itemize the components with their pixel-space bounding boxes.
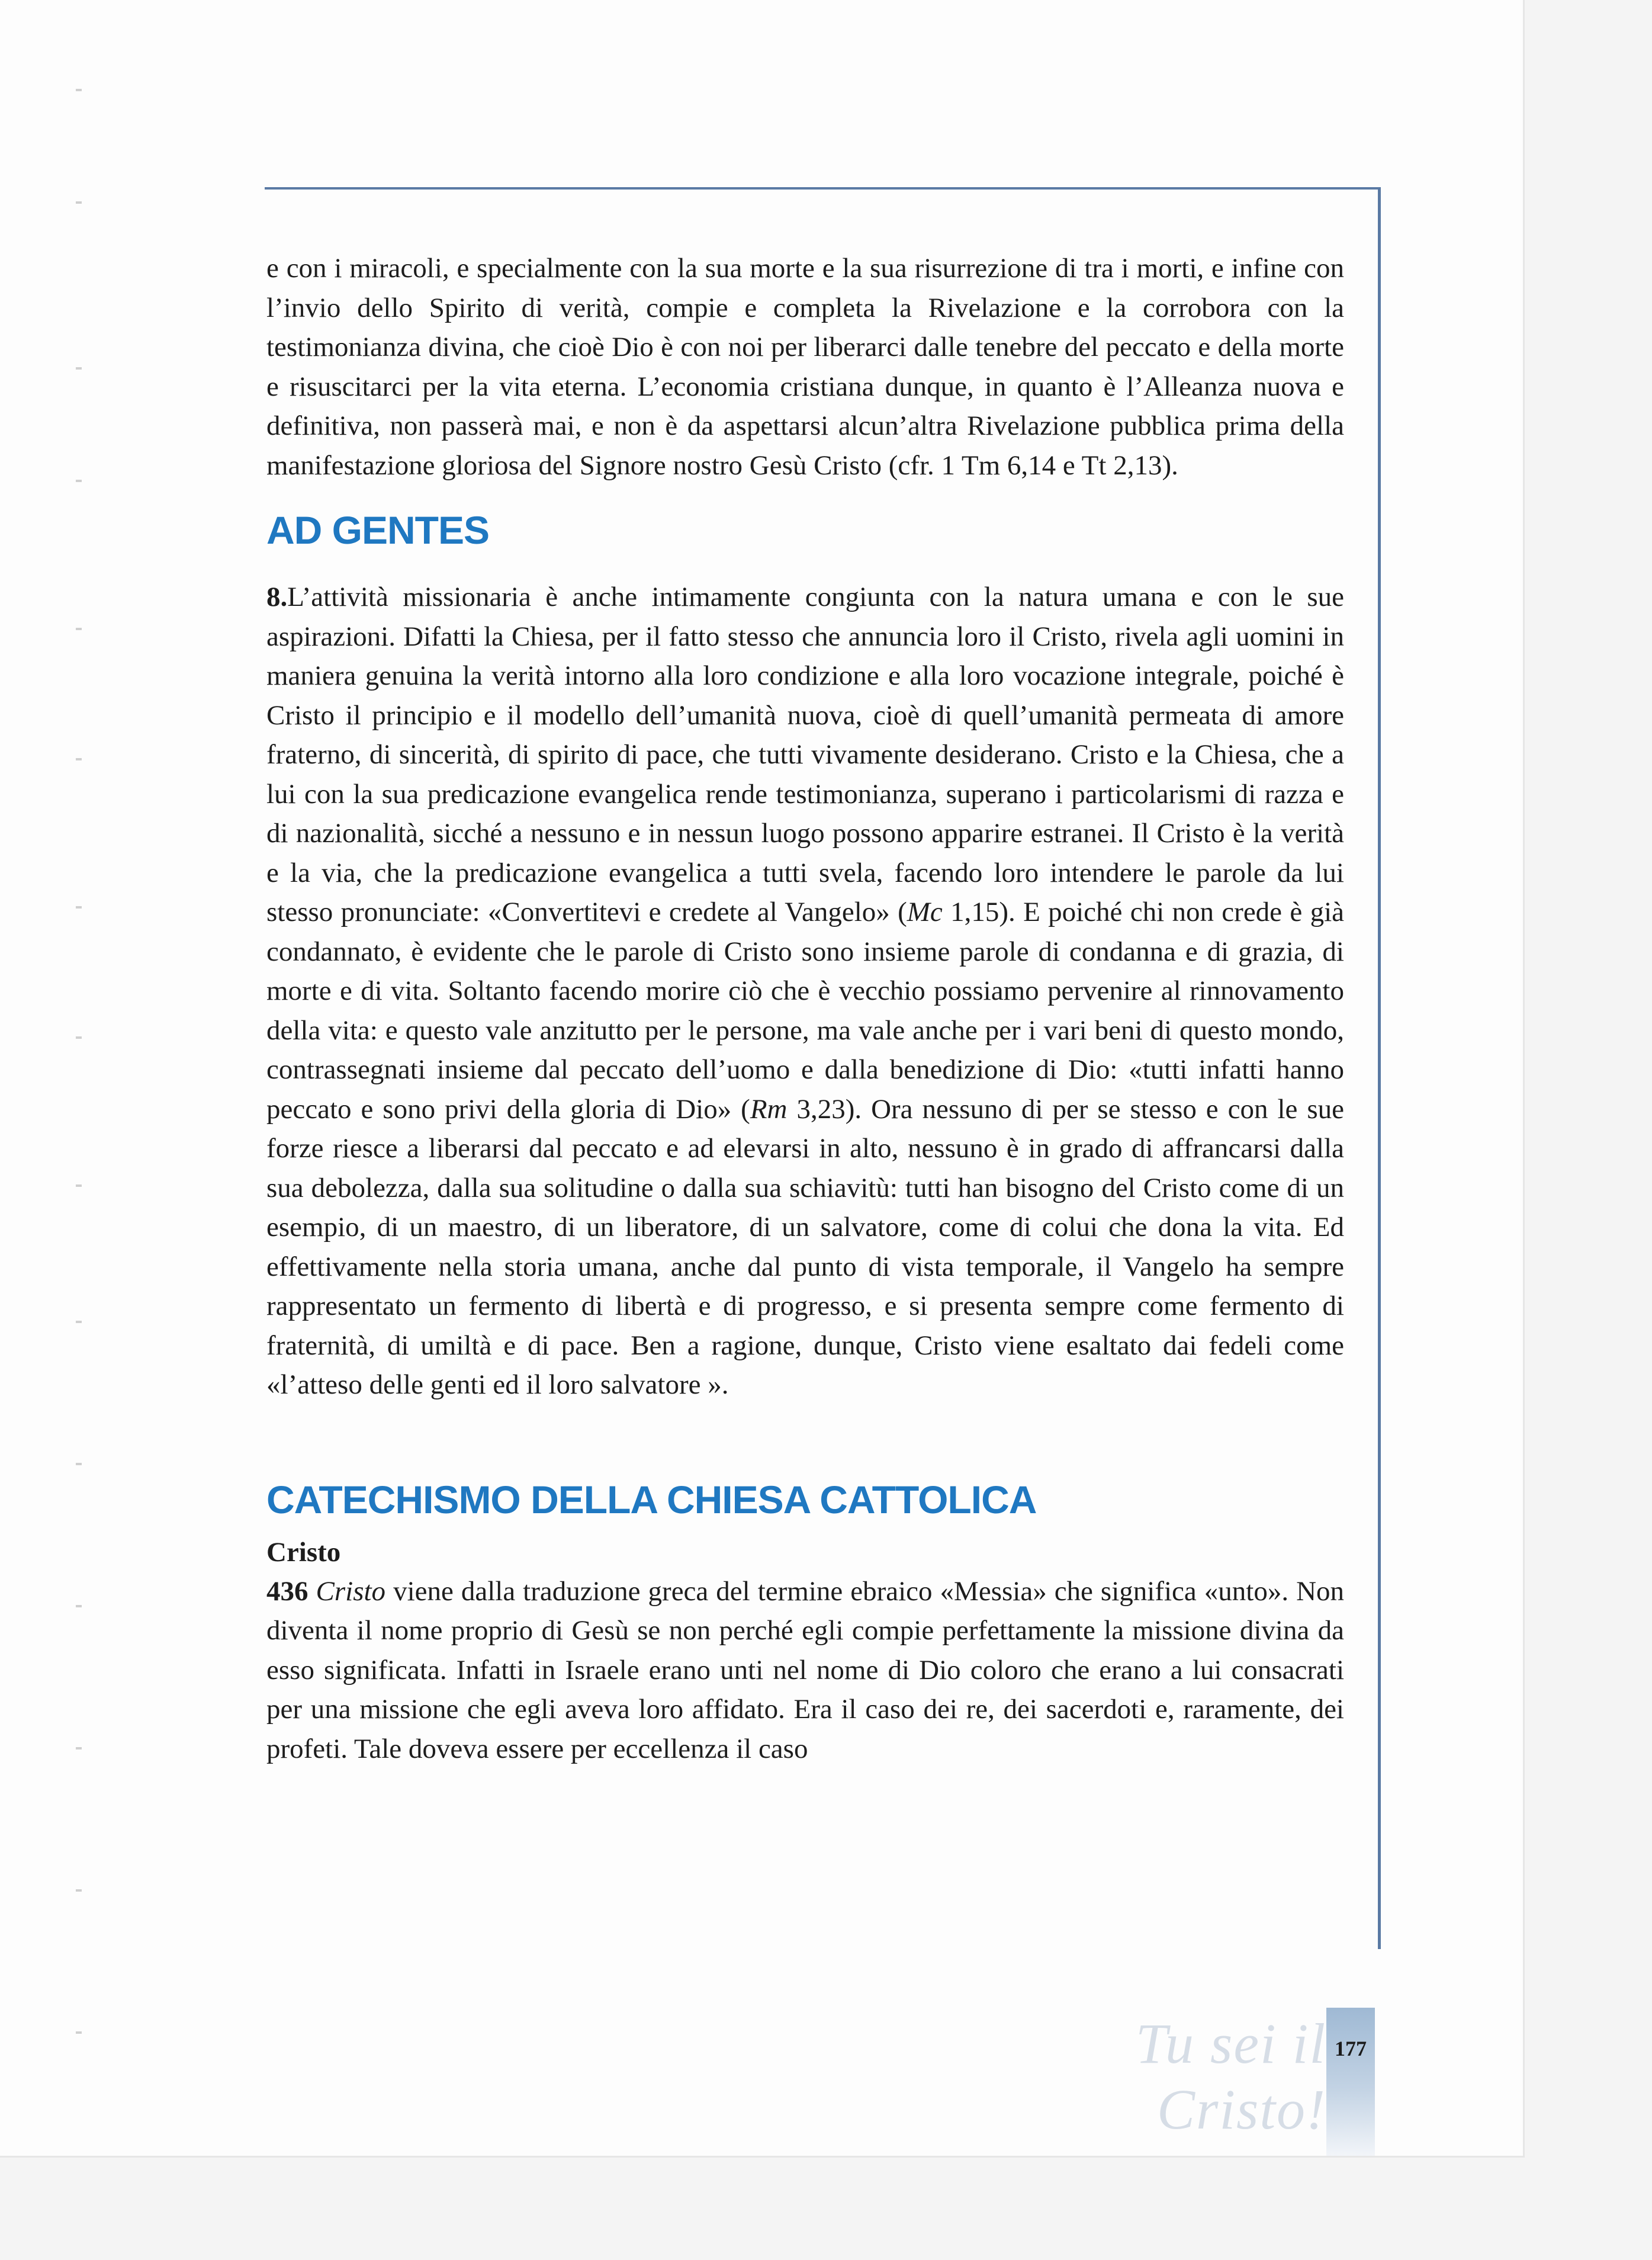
reference-book: Rm: [750, 1093, 788, 1125]
heading-catechismo: CATECHISMO DELLA CHIESA CATTOLICA: [266, 1477, 1037, 1521]
ad-gentes-text-a: L’attività missionaria è anche intimamente congiunta con la natura umana e con le sue aspirazioni. Difatti la Chiesa, per il fatto stesso che annuncia loro il Cristo, rivela agli uomini in maniera genuina la verità intorno alla loro condizione e alla loro vocazione integrale, poiché è Cristo il principio e il modello dell’umanità nuova, cioè di quell’umanità permeata di amore fraterno, di sincerità, di spirito di pace, che tutti vivamente desiderano. Cristo e la Chiesa, che a lui con la sua predicazione evangelica rende testimonianza, superano i particolarismi di razza e di nazionalità, sicché a nessuno e in nessun luogo possono apparire estranei. Il Cristo è la verità e la via, che la predicazione evangelica a tutti svela, facendo loro intendere le parole da lui stesso pronunciate: «Convertitevi e credete al Vangelo» (: [266, 582, 1344, 927]
page-number: 177: [1335, 2037, 1367, 2060]
running-title: Tu sei il Cristo!: [1135, 2012, 1326, 2141]
paragraph-number: 436: [266, 1575, 308, 1607]
paragraph-number: 8.: [266, 582, 288, 612]
ad-gentes-text-b: 1,15). E poiché chi non crede è già condannato, è evidente che le parole di Cristo sono insieme parole di condanna e di grazia, di morte e di vita. Soltanto facendo morire ciò che è vecchio possiamo pervenire al rinnovamento della vita: e questo vale anzitutto per le persone, ma vale anche per i vari beni di questo mondo, contrassegnati insieme dal peccato dell’uomo e dalla benedizione di Dio: «tutti infatti hanno peccato e sono privi della gloria di Dio» (: [266, 897, 1344, 1125]
reference-book: Mc: [907, 897, 943, 927]
ad-gentes-paragraph: [266, 577, 1344, 1405]
frame-right-rule: [1378, 187, 1381, 1949]
italic-term: Cristo: [316, 1575, 386, 1607]
ccc-paragraph: [266, 1572, 1344, 1769]
subheading-cristo: Cristo: [266, 1536, 341, 1568]
intro-text: e con i miracoli, e specialmente con la sua morte e la sua risurrezione di tra i morti, e infine con l’invio dello Spirito di verità, compie e completa la Rivelazione e la corrobora con la testimonianza divina, che cioè Dio è con noi per liberarci dalle tenebre del peccato e della morte e risuscitarci per la vita eterna. L’economia cristiana dunque, in quanto è l’Alleanza nuova e definitiva, non passerà mai, e non è da aspettarsi alcun’altra Rivelazione pubblica prima della manifestazione gloriosa del Signore nostro Gesù Cristo (cfr. 1 Tm 6,14 e Tt 2,13).: [266, 253, 1344, 481]
page-number-tab: [1326, 2008, 1375, 2156]
intro-paragraph: [266, 249, 1344, 485]
binding-marks: [76, 65, 94, 2114]
heading-ad-gentes: AD GENTES: [266, 508, 490, 552]
main-text-block: [266, 249, 1344, 1768]
frame-top-rule: [265, 187, 1381, 190]
ccc-text: viene dalla traduzione greca del termine ebraico «Messia» che significa «unto». Non diventa il nome proprio di Gesù se non perché egli compie perfettamente la missione divina da esso significata. Infatti in Israele erano unti nel nome di Dio coloro che erano a lui consacrati per una missione che egli aveva loro affidato. Era il caso dei re, dei sacerdoti e, raramente, dei profeti. Tale doveva essere per eccellenza il caso: [266, 1575, 1345, 1764]
ad-gentes-text-c: 3,23). Ora nessuno di per se stesso e con le sue forze riesce a liberarsi dal peccato e ad elevarsi in alto, nessuno è in grado di affrancarsi dalla sua debolezza, dalla sua solitudine o dalla sua schiavitù: tutti han bisogno del Cristo come di un esempio, di un maestro, di un liberatore, di un salvatore, come di colui che dona la vita. Ed effettivamente nella storia umana, anche dal punto di vista temporale, il Vangelo ha sempre rappresentato un fermento di libertà e di progresso, e si presenta sempre come fermento di fraternità, di umiltà e di pace. Ben a ragione, dunque, Cristo viene esaltato dai fedeli come «l’atteso delle genti ed il loro salvatore ».: [266, 1093, 1344, 1400]
